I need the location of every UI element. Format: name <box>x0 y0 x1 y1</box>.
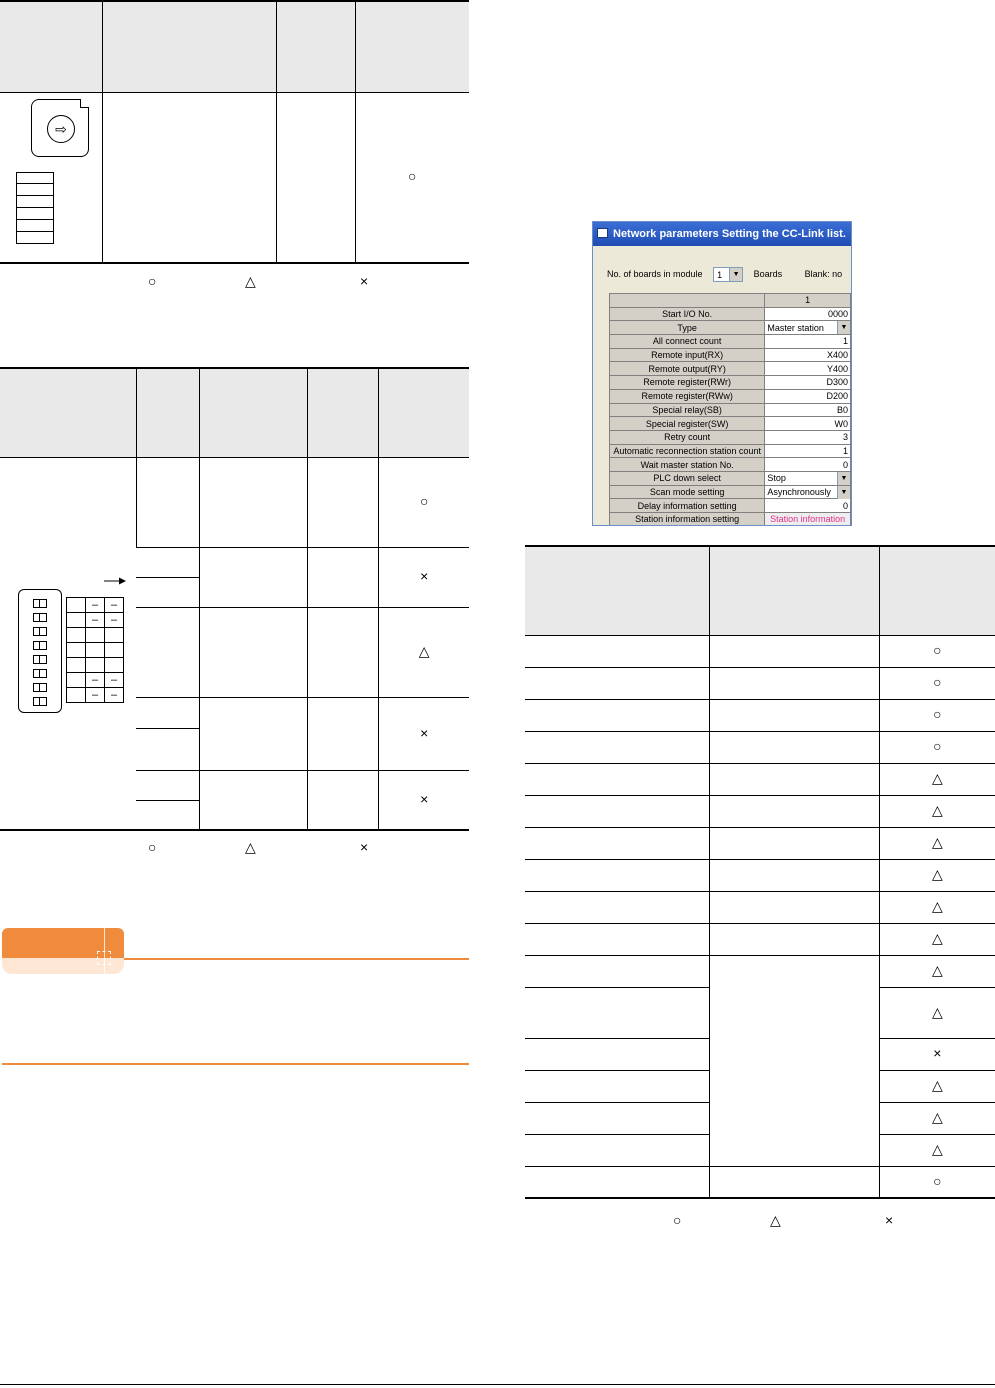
table-2-mark: × <box>379 770 469 830</box>
dip-grid-cell <box>67 628 86 643</box>
network-parameter-grid <box>609 293 851 526</box>
dip-grid-cell <box>86 628 105 643</box>
dip-grid-cell <box>105 643 124 658</box>
table-2-mark: ○ <box>379 457 469 547</box>
stack-box <box>16 208 54 220</box>
table-1-header <box>0 1 102 92</box>
table-3-header <box>525 546 709 635</box>
param-value[interactable]: D300 <box>765 376 851 390</box>
table-3-mark: △ <box>879 1102 995 1134</box>
param-value[interactable]: B0 <box>765 403 851 417</box>
table-3-header <box>709 546 879 635</box>
dip-grid-cell <box>105 658 124 673</box>
legend-triangle: △ <box>245 273 256 289</box>
param-label: Special relay(SB) <box>610 403 765 417</box>
param-label: Retry count <box>610 430 765 444</box>
table-3-cell <box>525 795 709 827</box>
window-title: Network parameters Setting the CC-Link list. <box>613 228 846 240</box>
param-label: PLC down select <box>610 471 765 485</box>
dip-grid-cell <box>86 658 105 673</box>
table-3-cell <box>525 827 709 859</box>
table-2-mark: × <box>379 547 469 607</box>
dip-slot <box>33 599 47 608</box>
dip-grid-cell <box>67 643 86 658</box>
table-2-cell <box>136 800 199 830</box>
table-3-cell <box>525 923 709 955</box>
table-3-cell <box>525 667 709 699</box>
param-value[interactable]: 3 <box>765 430 851 444</box>
param-value[interactable]: X400 <box>765 348 851 362</box>
table-3-mark: △ <box>879 1134 995 1166</box>
table-3-cell <box>709 891 879 923</box>
table-3-cell <box>709 1166 879 1198</box>
grid-corner <box>610 294 765 308</box>
table-3-cell <box>525 731 709 763</box>
stack-box <box>16 232 54 244</box>
table-3-cell <box>709 635 879 667</box>
rotary-corner <box>80 99 89 108</box>
window-title-bar <box>593 222 851 246</box>
table-2-cell <box>136 457 199 547</box>
chevron-down-icon[interactable]: ▼ <box>729 268 742 281</box>
table-3-mark: ○ <box>879 1166 995 1198</box>
dip-switch-grid <box>66 597 124 703</box>
param-label: All connect count <box>610 335 765 349</box>
dip-grid-cell <box>67 688 86 703</box>
param-select[interactable] <box>765 321 851 335</box>
point-box <box>2 928 124 974</box>
table-3-cell <box>525 1134 709 1166</box>
dip-grid-cell <box>67 658 86 673</box>
table-2-cell <box>307 547 379 607</box>
dip-slot <box>33 641 47 650</box>
param-select[interactable] <box>765 471 851 485</box>
stack-box <box>16 220 54 232</box>
stack-box <box>16 196 54 208</box>
table-3-cell <box>525 1102 709 1134</box>
table-2-cell <box>307 457 379 547</box>
table-3-cell <box>525 859 709 891</box>
table-2-header <box>0 368 136 457</box>
rotary-switch-illustration <box>31 99 89 157</box>
table-2-mark: × <box>379 697 469 770</box>
table-3-cell <box>525 635 709 667</box>
chevron-down-icon[interactable]: ▼ <box>837 486 850 499</box>
table-3-cell <box>525 1038 709 1070</box>
table-3-mark: ○ <box>879 699 995 731</box>
point-rule-top <box>124 958 469 960</box>
table-3-cell <box>525 1070 709 1102</box>
param-value[interactable]: 1 <box>765 335 851 349</box>
table-3-cell <box>709 859 879 891</box>
table-2-header <box>199 368 307 457</box>
param-label: Scan mode setting <box>610 485 765 499</box>
param-label: Remote input(RX) <box>610 348 765 362</box>
table-3 <box>525 545 995 1199</box>
param-label: Automatic reconnection station count <box>610 444 765 458</box>
dip-slot <box>33 669 47 678</box>
param-value[interactable]: 0 <box>765 458 851 472</box>
table-3-cell <box>525 763 709 795</box>
param-label: Station information setting <box>610 513 765 527</box>
table-2-cell <box>136 770 199 800</box>
dip-grid-cell <box>67 613 86 628</box>
chevron-down-icon[interactable]: ▼ <box>837 472 850 485</box>
table-3-mark: △ <box>879 955 995 987</box>
table-3-mark: △ <box>879 891 995 923</box>
table-3-cell <box>709 699 879 731</box>
dip-slot <box>33 613 47 622</box>
table-2-header <box>379 368 469 457</box>
dip-grid-cell: – <box>105 598 124 613</box>
right-arrow-icon: ⇨ <box>47 115 75 143</box>
table-2-cell <box>136 697 199 728</box>
param-label: Remote register(RWw) <box>610 389 765 403</box>
dip-grid-cell: – <box>86 613 105 628</box>
param-select-value: Master station <box>767 322 824 333</box>
param-value[interactable]: 0000 <box>765 307 851 321</box>
table-2-cell <box>199 457 307 547</box>
dip-slot <box>33 683 47 692</box>
table-2-cell <box>136 577 199 607</box>
table-3-mark: △ <box>879 923 995 955</box>
boards-select-value: 1 <box>717 270 723 280</box>
window-icon <box>597 228 608 238</box>
table-2-cell <box>199 607 307 697</box>
point-icon <box>97 951 111 965</box>
legend-cross: × <box>360 273 369 289</box>
arrow-right-icon <box>104 576 126 586</box>
stack-box <box>16 172 54 184</box>
table-3-mark: △ <box>879 859 995 891</box>
table-2-header <box>307 368 379 457</box>
table-2-cell <box>199 547 307 607</box>
table-3-cell <box>525 987 709 1038</box>
table-3-mark: △ <box>879 763 995 795</box>
table-3-cell <box>525 891 709 923</box>
dip-switch-illustration <box>18 589 62 713</box>
table-1-header <box>102 1 277 92</box>
table-1-mark: ○ <box>355 92 469 263</box>
boards-row <box>607 267 842 282</box>
param-label: Start I/O No. <box>610 307 765 321</box>
network-parameters-window <box>592 221 852 526</box>
legend-cross: × <box>360 839 369 855</box>
dip-grid-cell <box>86 643 105 658</box>
table-3-cell <box>709 923 879 955</box>
boards-select[interactable] <box>713 267 743 282</box>
table-3-cell <box>709 795 879 827</box>
param-label: Type <box>610 321 765 335</box>
legend-cross: × <box>885 1212 894 1228</box>
param-select-value: Stop <box>767 473 786 484</box>
dip-grid-cell: – <box>86 598 105 613</box>
dip-grid-cell: – <box>105 613 124 628</box>
table-3-cell <box>709 731 879 763</box>
point-rule-bottom <box>2 1063 469 1065</box>
blank-text: Blank: no <box>804 268 843 279</box>
param-value[interactable]: 1 <box>765 444 851 458</box>
table-3-cell <box>709 667 879 699</box>
table-1-cell <box>277 92 355 263</box>
station-information-button[interactable]: Station information <box>765 513 851 527</box>
param-label: Wait master station No. <box>610 458 765 472</box>
param-label: Remote register(RWr) <box>610 376 765 390</box>
table-2-cell <box>136 607 199 697</box>
param-label: Delay information setting <box>610 499 765 513</box>
table-3-cell <box>525 1166 709 1198</box>
param-select[interactable] <box>765 485 851 499</box>
table-2-cell <box>199 770 307 830</box>
dip-grid-cell <box>67 598 86 613</box>
legend-circle: ○ <box>673 1212 682 1228</box>
table-2-mark: △ <box>379 607 469 697</box>
page-bottom-rule <box>0 1384 995 1385</box>
table-2-cell <box>307 770 379 830</box>
dip-grid-cell <box>67 673 86 688</box>
table-3-mark: △ <box>879 1070 995 1102</box>
legend-triangle: △ <box>770 1212 781 1228</box>
stacked-boxes-illustration <box>16 172 54 244</box>
table-2-cell <box>136 547 199 577</box>
dip-grid-cell: – <box>105 688 124 703</box>
table-2-cell <box>307 607 379 697</box>
table-3-mark: × <box>879 1038 995 1070</box>
legend-circle: ○ <box>148 839 157 855</box>
table-2-cell <box>199 697 307 770</box>
table-3-header <box>879 546 995 635</box>
dip-slot <box>33 655 47 664</box>
legend-triangle: △ <box>245 839 256 855</box>
table-3-mark: △ <box>879 795 995 827</box>
table-3-mark: △ <box>879 827 995 859</box>
dip-grid-cell: – <box>105 673 124 688</box>
table-3-mark: △ <box>879 987 995 1038</box>
table-1-header <box>277 1 355 92</box>
table-2-cell <box>136 728 199 770</box>
table-3-cell <box>525 955 709 987</box>
table-3-merged-cell <box>709 955 879 1166</box>
param-select-value: Asynchronously <box>767 486 831 497</box>
dip-slot <box>33 627 47 636</box>
param-label: Remote output(RY) <box>610 362 765 376</box>
dip-slot <box>33 697 47 706</box>
stack-box <box>16 184 54 196</box>
param-value[interactable]: W0 <box>765 417 851 431</box>
chevron-down-icon[interactable]: ▼ <box>837 321 850 334</box>
param-value[interactable]: D200 <box>765 389 851 403</box>
table-1-cell <box>102 92 277 263</box>
dip-grid-cell: – <box>86 673 105 688</box>
table-3-cell <box>525 699 709 731</box>
param-label: Special register(SW) <box>610 417 765 431</box>
dip-grid-cell <box>105 628 124 643</box>
table-3-cell <box>709 763 879 795</box>
table-2-header <box>136 368 199 457</box>
grid-column-header: 1 <box>765 294 851 308</box>
table-3-mark: ○ <box>879 667 995 699</box>
table-2-cell <box>307 697 379 770</box>
boards-suffix: Boards <box>753 268 783 279</box>
param-value[interactable]: Y400 <box>765 362 851 376</box>
table-3-mark: ○ <box>879 731 995 763</box>
param-value[interactable]: 0 <box>765 499 851 513</box>
legend-circle: ○ <box>148 273 157 289</box>
table-1-header <box>355 1 469 92</box>
dip-grid-cell: – <box>86 688 105 703</box>
table-3-mark: ○ <box>879 635 995 667</box>
table-3-cell <box>709 827 879 859</box>
boards-label: No. of boards in module <box>607 268 703 279</box>
